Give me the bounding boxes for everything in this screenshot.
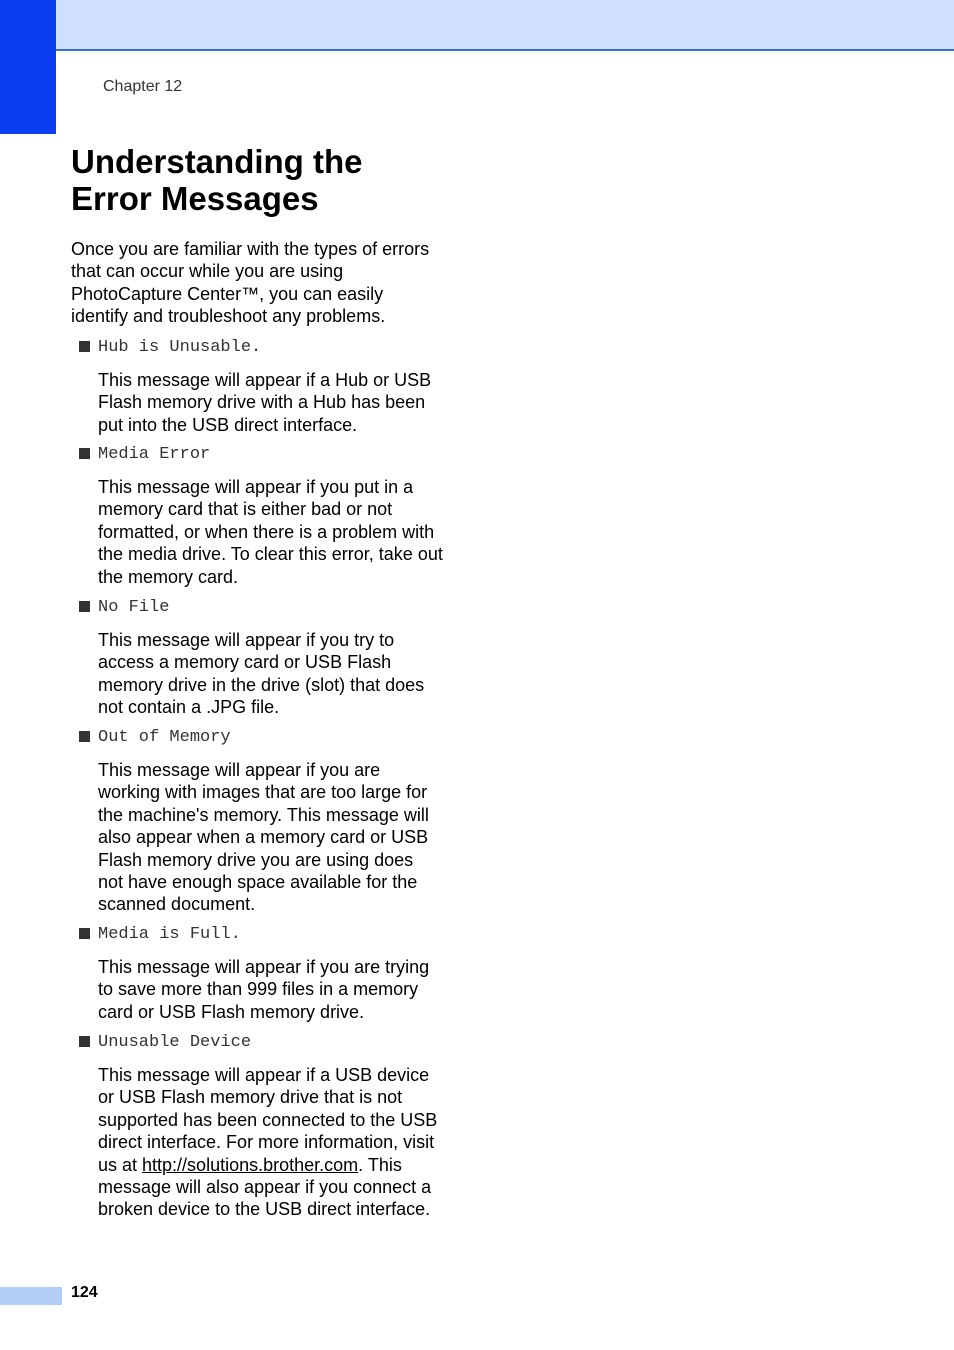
error-entry-heading: [79, 338, 449, 360]
error-entry-media-error: [79, 445, 449, 588]
error-description: This message will appear if you are trying to save more than 999 files in a memory card or USB Flash memory drive.: [98, 957, 430, 1022]
error-description-text-after-link: . This message will also appear if you connect a broken device to the USB direct interface.: [98, 1154, 432, 1220]
error-code: Hub is Unusable.: [98, 338, 262, 357]
square-bullet-icon: [79, 601, 90, 612]
square-bullet-icon: [79, 448, 90, 459]
error-description-text: This message will appear if a USB device or USB Flash memory drive that is not supported has been connected to the USB direct interface. For more information, visit us at: [98, 1065, 438, 1175]
error-code: Unusable Device: [98, 1033, 252, 1052]
error-entry-no-file: [79, 598, 449, 719]
section-title-line-1: Understanding the: [71, 143, 363, 180]
error-description: This message will appear if you put in a memory card that is either bad or not formatted, or when there is a problem with the media drive. To clear this error, take out the memory card.: [98, 477, 443, 587]
error-entry-unusable-device: [79, 1033, 449, 1221]
square-bullet-icon: [79, 928, 90, 939]
error-code: Media Error: [98, 445, 211, 464]
error-entry-heading: [79, 925, 449, 947]
chapter-tab-marker: [0, 0, 56, 134]
footer-band: [0, 1287, 62, 1305]
error-entry-heading: [79, 598, 449, 620]
section-title-line-2: Error Messages: [71, 180, 319, 217]
chapter-label: Chapter 12: [103, 78, 183, 95]
error-description: This message will appear if you are working with images that are too large for the machine's memory. This message will also appear when a memory card or USB Flash memory drive you are using does not have enough space available for the scanned document.: [98, 760, 429, 915]
square-bullet-icon: [79, 341, 90, 352]
error-entry-out-of-memory: [79, 728, 449, 916]
error-entry-heading: [79, 728, 449, 750]
square-bullet-icon: [79, 1036, 90, 1047]
section-title: [71, 143, 471, 217]
error-description: This message will appear if you try to access a memory card or USB Flash memory drive in the drive (slot) that does not contain a .JPG file.: [98, 630, 425, 718]
error-code: No File: [98, 598, 170, 617]
support-website-link[interactable]: http://solutions.brother.com: [142, 1154, 359, 1175]
error-entry-heading: [79, 445, 449, 467]
square-bullet-icon: [79, 731, 90, 742]
error-code: Media is Full.: [98, 925, 241, 944]
error-entry-heading: [79, 1033, 449, 1055]
error-description: [98, 1064, 443, 1221]
error-code: Out of Memory: [98, 728, 231, 747]
error-description: This message will appear if a Hub or USB Flash memory drive with a Hub has been put into the USB direct interface.: [98, 370, 432, 435]
page-number: 124: [71, 1284, 98, 1301]
header-band: [0, 0, 954, 51]
error-entry-media-full: [79, 925, 449, 1023]
intro-paragraph: Once you are familiar with the types of errors that can occur while you are using PhotoCapture Center™, you can easily identify and troubleshoot any problems.: [71, 239, 430, 327]
error-entry-hub-unusable: [79, 338, 449, 436]
